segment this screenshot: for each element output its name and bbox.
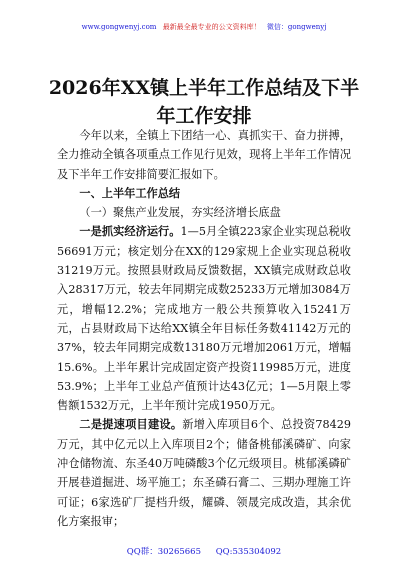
projects-lead: 二是提速项目建设。 <box>79 417 183 432</box>
economy-lead: 一是抓实经济运行。 <box>79 224 181 239</box>
header-wechat: 微信：gongwenyj <box>266 23 327 31</box>
header-banner <box>0 22 408 32</box>
projects-text: 新增入库项目6个、总投资78429万元，其中亿元以上入库项目2个；储备桃郁溪磷矿、向家冲仓储物流、东圣40万吨磷酸3个亿元级项目。桃郁溪磷矿开展巷道掘进、场平施工；东圣磷石膏二、三期办理施工许可证；6家选矿厂提档升级，耀磷、领晟完成改造，其余优化方案报审； <box>57 418 351 528</box>
economy-paragraph <box>57 222 351 415</box>
header-slogan: 最新最全最专业的公文资料库！ <box>162 23 261 31</box>
economy-text: 1—5月全镇223家企业实现总税收56691万元；核定划分在XX的129家规上企业实现总税收31219万元。按照县财政局反馈数据，XX镇完成财政总收入28317万元，较去年同期完成数25233万元增加3084万元，增幅12.2%；完成地方一般公共预算收入15241万元，占县财政局下达给XX镇全年目标任务数41142万元的37%，较去年同期完成数13180万元增加2061万元，增幅15.6%。上半年累计完成固定资产投资119985万元，进度53.9%；上半年工业总产值预计达43亿元；1—5月限上零售额1532万元，上半年预计完成1950万元。 <box>57 225 351 413</box>
projects-paragraph <box>57 415 351 531</box>
section-heading: 一、上半年工作总结 <box>79 185 181 200</box>
intro-paragraph: 今年以来，全镇上下团结一心、真抓实干、奋力拼搏，全力推动全镇各项重点工作见行见效，现将上半年工作情况及下半年工作安排简要汇报如下。 <box>57 129 351 181</box>
footer-contact <box>0 546 408 558</box>
subsection-heading: （一）聚焦产业发展，夯实经济增长底盘 <box>79 206 281 220</box>
document-body <box>57 126 351 531</box>
document-title: 2026年XX镇上半年工作总结及下半年工作安排 <box>48 77 360 127</box>
footer-qq-group: QQ群：30265665 <box>126 547 201 557</box>
header-website-link[interactable]: www.gongwenyj.com <box>81 23 157 31</box>
footer-qq: QQ:535304092 <box>215 547 282 557</box>
